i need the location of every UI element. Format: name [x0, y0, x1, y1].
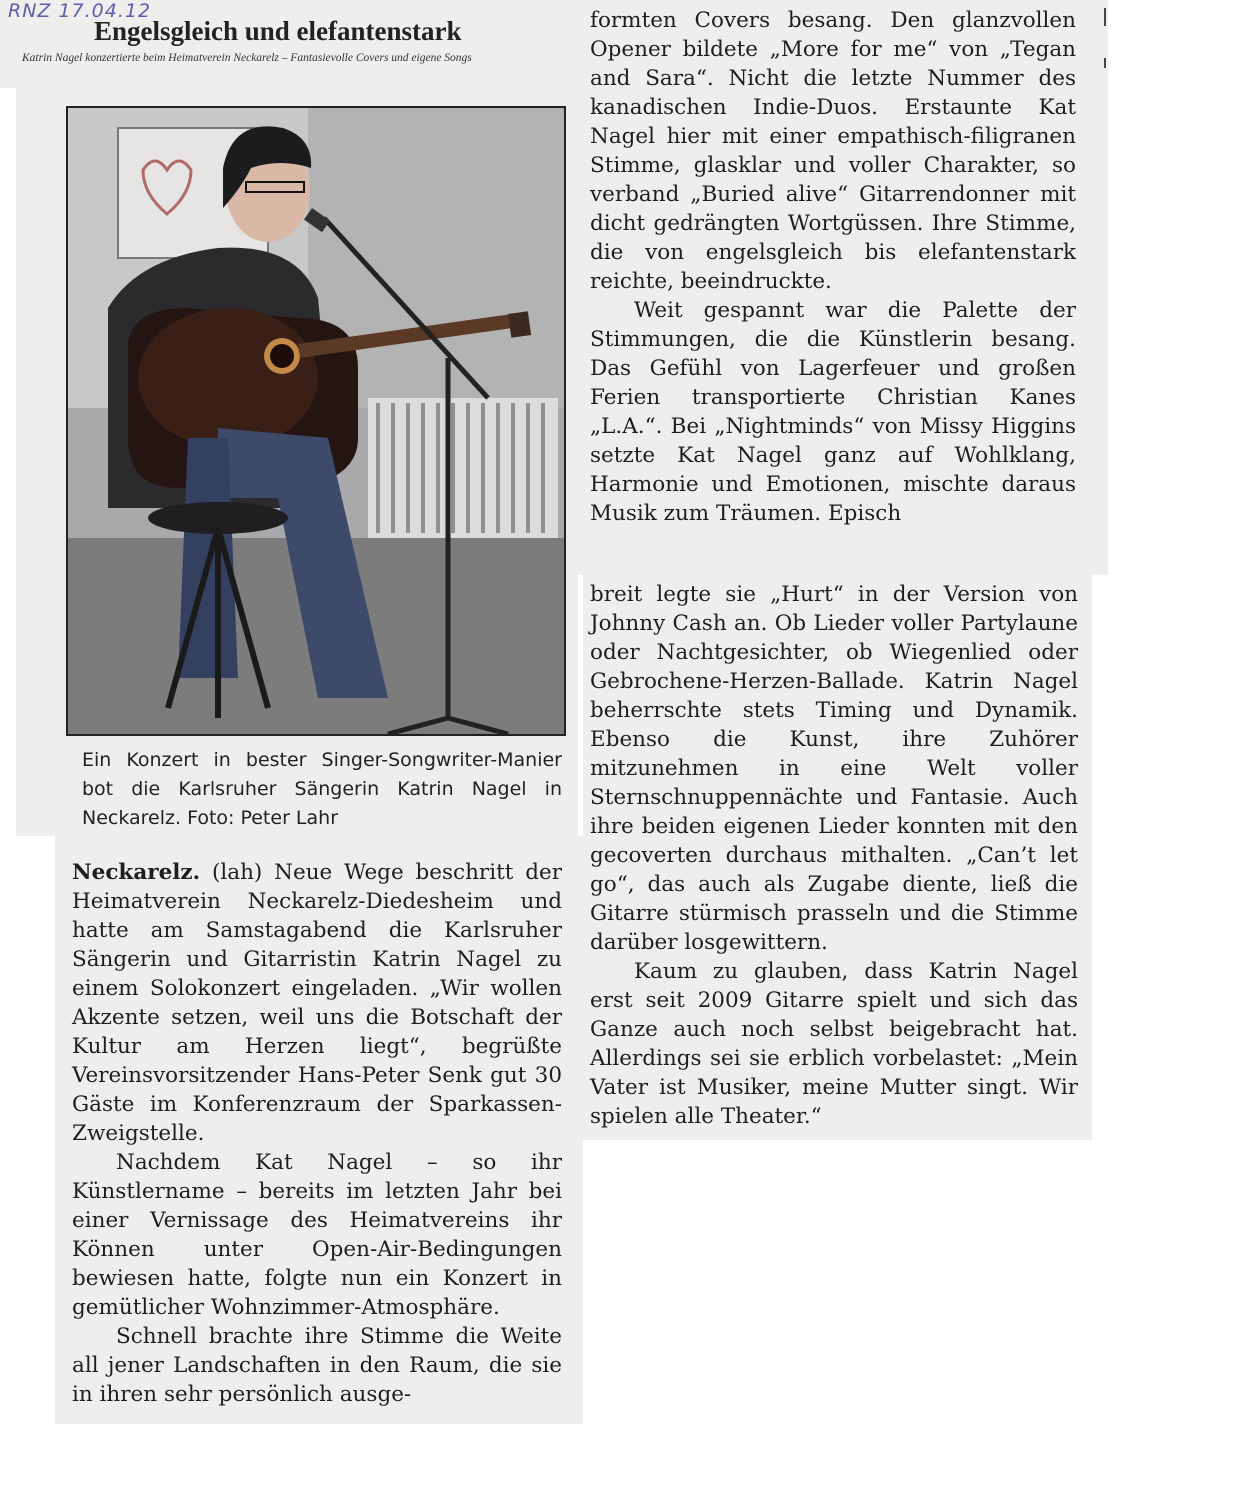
left-paragraph-1-text: (lah) Neue Wege beschritt der Heimatverein Neckarelz-Diedesheim und hatte am Samstagabend die Karlsruher Sängerin und Gitarristin Katrin Nagel zu einem Solokonzert eingeladen. „Wir wollen Akzente setzen, weil uns die Botschaft der Kultur am Herzen liegt“, begrüßte Vereinsvorsitzender Hans-Peter Senk gut 30 Gäste im Konferenzraum der Sparkassen-Zweigstelle. [72, 860, 562, 1146]
article-subheadline: Katrin Nagel konzertierte beim Heimatverein Neckarelz – Fantasievolle Covers und eigene Songs [22, 52, 472, 64]
scan-edge-mark [1104, 58, 1106, 68]
singer-photo-illustration [68, 108, 564, 734]
dateline: Neckarelz. [72, 860, 201, 885]
left-paragraph-1 [72, 858, 562, 1148]
right-top-paragraph-2: Weit gespannt war die Palette der Stimmungen, die die Künstlerin besang. Das Gefühl von Lagerfeuer und großen Ferien transportierte Christian Kanes „L.A.“. Bei „Nightminds“ von Missy Higgins setzte Kat Nagel ganz auf Wohlklang, Harmonie und Emotionen, mischte daraus Musik zum Träumen. Episch [590, 298, 1076, 526]
left-paragraph-3: Schnell brachte ihre Stimme die Weite all jener Landschaften in den Raum, die sie in ihren sehr persönlich ausge- [72, 1324, 562, 1407]
handwritten-date-note: RNZ 17.04.12 [8, 0, 152, 22]
left-column [72, 858, 562, 1409]
right-bottom-paragraph-1: breit legte sie „Hurt“ in der Version von Johnny Cash an. Ob Lieder voller Partylaune oder Nachtgesichter, ob Wiegenlied oder Gebrochene-Herzen-Ballade. Katrin Nagel beherrschte stets Timing und Dynamik. Ebenso die Kunst, ihre Zuhörer mitzunehmen in eine Welt voller Sternschnuppennächte und Fantasie. Auch ihre beiden eigenen Lieder konnten mit den gecoverten durchaus mithalten. „Can’t let go“, das auch als Zugabe diente, ließ die Gitarre stürmisch prasseln und die Stimme darüber losgewittern. [590, 582, 1078, 955]
right-top-paragraph-1: formten Covers besang. Den glanzvollen Opener bildete „More for me“ von „Tegan and Sara“. Nicht die letzte Nummer des kanadischen Indie-Duos. Erstaunte Kat Nagel hier mit einer empathisch-filigranen Stimme, glasklar und voller Charakter, so verband „Buried alive“ Gitarrendonner mit dicht gedrängten Wortgüssen. Ihre Stimme, die von engelsgleich bis elefantenstark reichte, beeindruckte. [590, 8, 1076, 294]
scan-edge-mark [1104, 8, 1106, 26]
right-column-bottom [590, 580, 1078, 1131]
left-paragraph-2: Nachdem Kat Nagel – so ihr Künstlername – bereits im letzten Jahr bei einer Vernissage des Heimatvereins ihr Können unter Open-Air-Bedingungen bewiesen hatte, folgte nun ein Konzert in gemütlicher Wohnzimmer-Atmosphäre. [72, 1150, 562, 1320]
right-bottom-paragraph-2: Kaum zu glauben, dass Katrin Nagel erst seit 2009 Gitarre spielt und sich das Ganze auch noch selbst beigebracht hat. Allerdings sei sie erblich vorbelastet: „Mein Vater ist Musiker, meine Mutter singt. Wir spielen alle Theater.“ [590, 959, 1078, 1129]
photo-caption: Ein Konzert in bester Singer-Songwriter-Manier bot die Karlsruher Sängerin Katrin Nagel in Neckarelz. Foto: Peter Lahr [82, 749, 562, 829]
right-column-top [590, 6, 1076, 528]
article-headline: Engelsgleich und elefantenstark [94, 16, 462, 46]
article-photo [66, 106, 566, 736]
